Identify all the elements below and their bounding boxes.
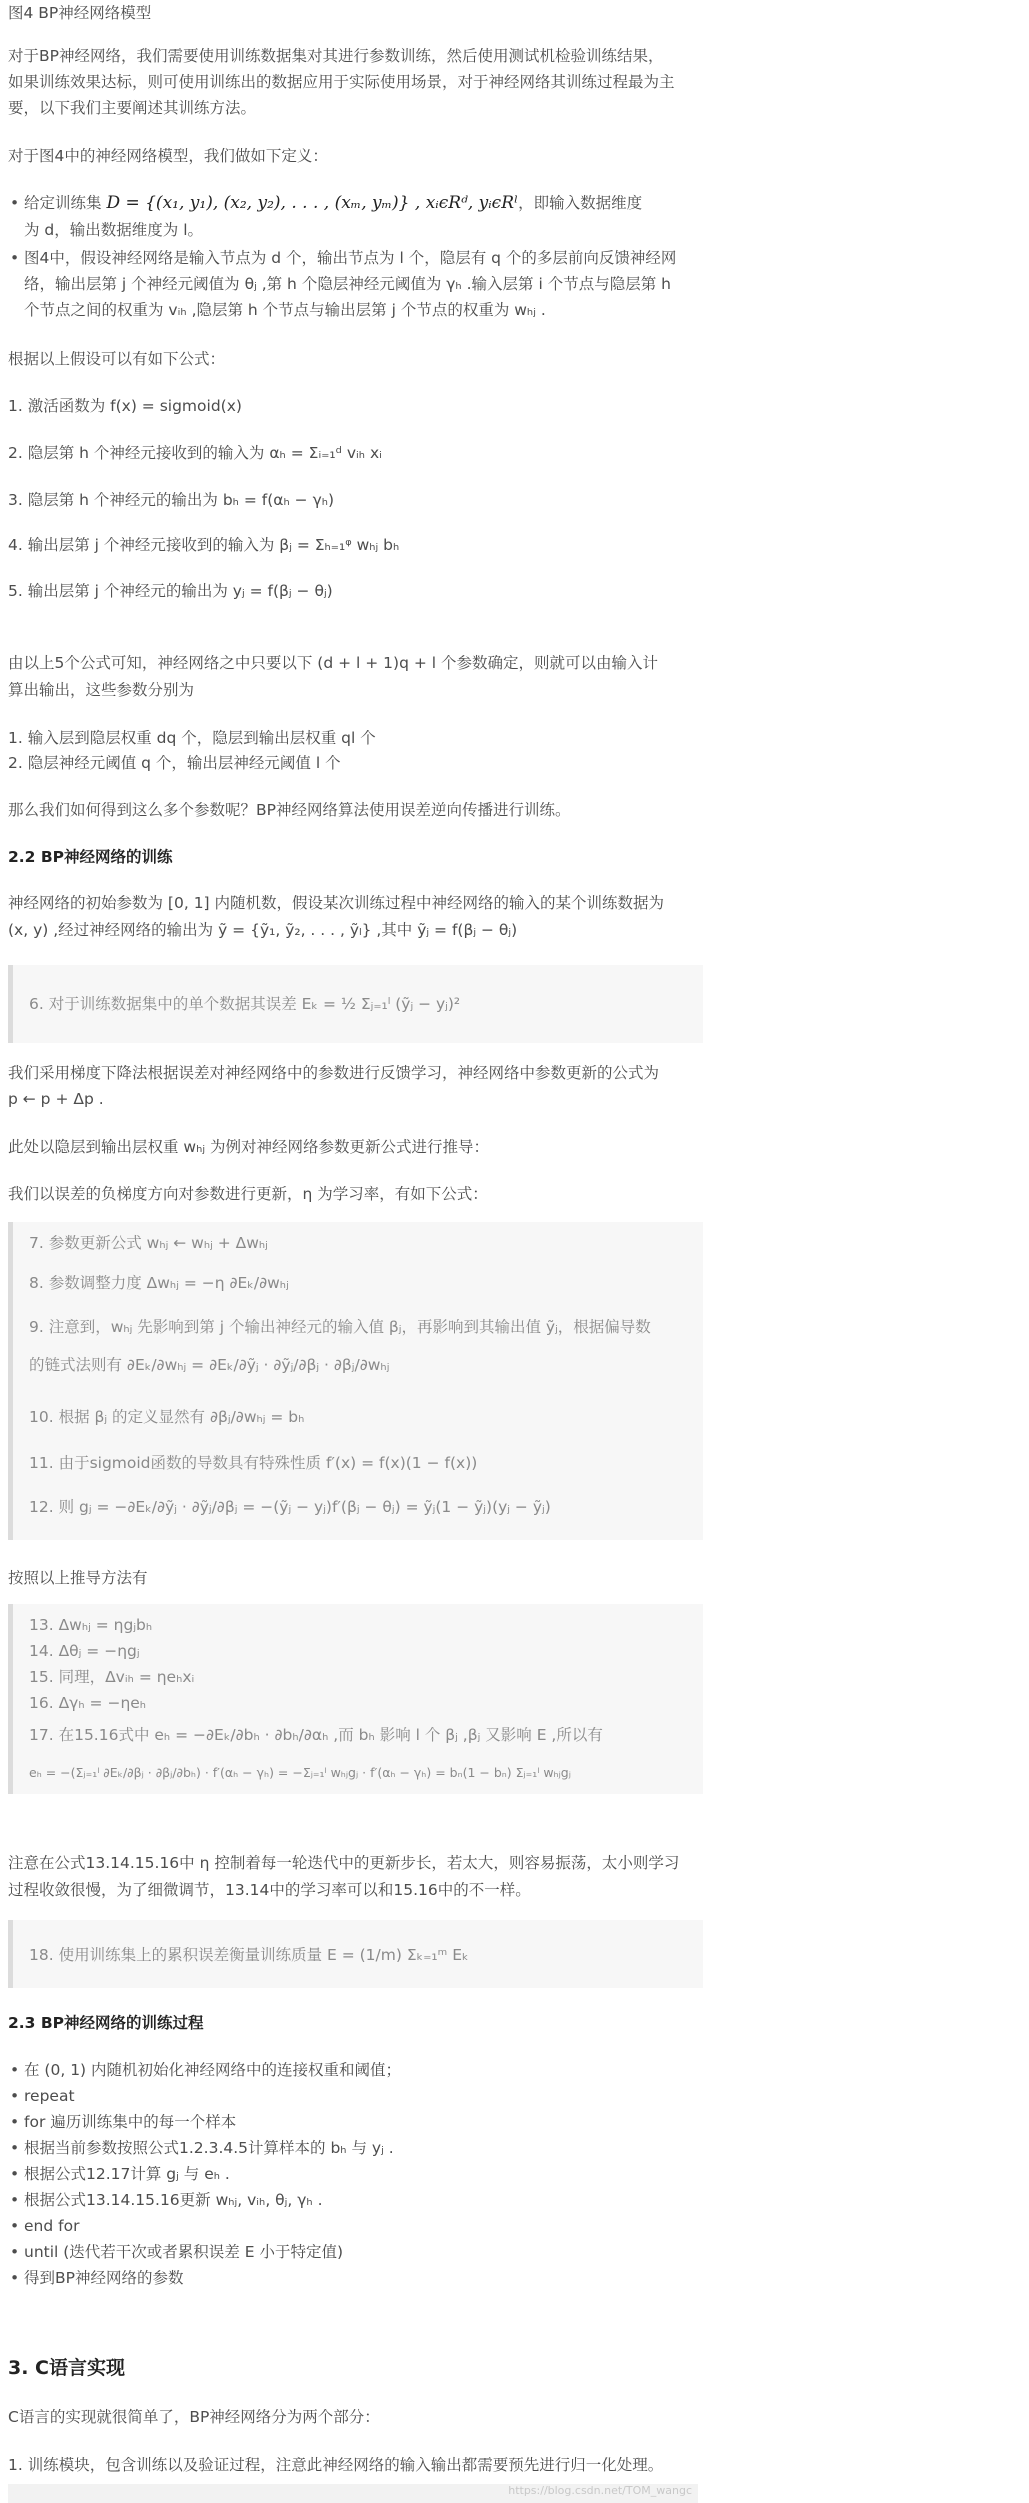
section-heading-2-3: 2.3 BP神经网络的训练过程 (8, 2014, 204, 2032)
equation-17-line-2: eₕ = −(Σⱼ₌₁ˡ ∂Eₖ/∂βⱼ · ∂βⱼ/∂bₕ) · f′(αₕ − γₕ) = −Σⱼ₌₁ˡ wₕⱼgⱼ · f′(αₕ − γₕ) = bₙ(1 − bₙ) Σⱼ₌₁ˡ wₕⱼgⱼ (29, 1765, 571, 1780)
training-line-1: 神经网络的初始参数为 [0, 1] 内随机数，假设某次训练过程中神经网络的输入的某个训练数据为 (8, 894, 665, 912)
params-line-2: 算出输出，这些参数分别为 (8, 681, 195, 699)
definition-item-2: • 图4中，假设神经网络是输入节点为 d 个，输出节点为 l 个，隐层有 q 个的多层前向反馈神经网 (24, 245, 676, 271)
formula-3: 3. 隐层第 h 个神经元的输出为 bₕ = f(αₕ − γₕ) (8, 491, 335, 509)
blockquote-13-17 (8, 1604, 703, 1794)
section-heading-3: 3. C语言实现 (8, 2357, 125, 2379)
equation-9-line-2: 的链式法则有 ∂Eₖ/∂wₕⱼ = ∂Eₖ/∂ỹⱼ · ∂ỹⱼ/∂βⱼ · ∂βⱼ/∂wₕⱼ (29, 1356, 390, 1374)
step-5: • 根据公式12.17计算 gⱼ 与 eₕ . (24, 2161, 230, 2187)
formula-5: 5. 输出层第 j 个神经元的输出为 yⱼ = f(βⱼ − θⱼ) (8, 582, 333, 600)
watermark: https://blog.csdn.net/TOM_wangc (508, 2484, 692, 2497)
gradient-line-2: p ← p + Δp . (8, 1090, 104, 1108)
definition-item-1: • 给定训练集 D = {(x₁, y₁), (x₂, y₂), . . . , (xₘ, yₘ)} , xᵢϵRᵈ, yᵢϵRˡ，即输入数据维度 (24, 190, 642, 216)
equation-17-line-1: 17. 在15.16式中 eₕ = −∂Eₖ/∂bₕ · ∂bₕ/∂αₕ ,而 bₕ 影响 l 个 βⱼ ,βⱼ 又影响 E ,所以有 (29, 1726, 603, 1744)
equation-12: 12. 则 gⱼ = −∂Eₖ/∂ỹⱼ · ∂ỹⱼ/∂βⱼ = −(ỹⱼ − yⱼ)f′(βⱼ − θⱼ) = ỹⱼ(1 − ỹⱼ)(yⱼ − ỹⱼ) (29, 1498, 551, 1516)
follow-text: 按照以上推导方法有 (8, 1569, 148, 1587)
negative-gradient-text: 我们以误差的负梯度方向对参数进行更新，η 为学习率，有如下公式： (8, 1185, 488, 1203)
params-line-1: 由以上5个公式可知，神经网络之中只要以下 (d + l + 1)q + l 个参数确定，则就可以由输入计 (8, 654, 658, 672)
equation-15: 15. 同理，Δvᵢₕ = ηeₕxᵢ (29, 1668, 195, 1686)
equation-11: 11. 由于sigmoid函数的导数具有特殊性质 f′(x) = f(x)(1 − f(x)) (29, 1454, 478, 1472)
definition-item-2-cont2: 个节点之间的权重为 vᵢₕ ,隐层第 h 个节点与输出层第 j 个节点的权重为 wₕⱼ . (24, 301, 546, 319)
formula-4: 4. 输出层第 j 个神经元接收到的输入为 βⱼ = Σₕ₌₁ᵠ wₕⱼ bₕ (8, 536, 400, 554)
note-line-2: 过程收敛很慢，为了细微调节，13.14中的学习率可以和15.16中的不一样。 (8, 1881, 531, 1899)
intro-line-1: 对于BP神经网络，我们需要使用训练数据集对其进行参数训练，然后使用测试机检验训练结果， (8, 47, 664, 65)
figure-caption: 图4 BP神经网络模型 (8, 4, 152, 22)
step-9: • 得到BP神经网络的参数 (24, 2265, 183, 2291)
c-intro: C语言的实现就很简单了，BP神经网络分为两个部分： (8, 2408, 380, 2426)
equation-14: 14. Δθⱼ = −ηgⱼ (29, 1642, 140, 1660)
definition-intro: 对于图4中的神经网络模型，我们做如下定义： (8, 147, 328, 165)
step-3: • for 遍历训练集中的每一个样本 (24, 2109, 236, 2135)
formula-1: 1. 激活函数为 f(x) = sigmoid(x) (8, 397, 242, 415)
step-4: • 根据当前参数按照公式1.2.3.4.5计算样本的 bₕ 与 yⱼ . (24, 2135, 394, 2161)
step-7: • end for (24, 2213, 79, 2239)
training-line-2: (x, y) ,经过神经网络的输出为 ỹ = {ỹ₁, ỹ₂, . . . , ỹₗ} ,其中 ỹⱼ = f(βⱼ − θⱼ) (8, 921, 518, 939)
equation-6: 6. 对于训练数据集中的单个数据其误差 Eₖ = ½ Σⱼ₌₁ˡ (ỹⱼ − yⱼ)² (29, 995, 461, 1013)
intro-line-3: 要，以下我们主要阐述其训练方法。 (8, 99, 257, 117)
equation-8: 8. 参数调整力度 Δwₕⱼ = −η ∂Eₖ/∂wₕⱼ (29, 1274, 289, 1292)
derivation-intro: 此处以隐层到输出层权重 wₕⱼ 为例对神经网络参数更新公式进行推导： (8, 1138, 490, 1156)
blockquote-6 (8, 965, 703, 1043)
definition-item-2-cont: 络，输出层第 j 个神经元阈值为 θⱼ ,第 h 个隐层神经元阈值为 γₕ .输入层第 i 个节点与隐层第 h (24, 275, 671, 293)
param-item-1: 1. 输入层到隐层权重 dq 个，隐层到输出层权重 ql 个 (8, 729, 376, 747)
intro-line-2: 如果训练效果达标，则可使用训练出的数据应用于实际使用场景，对于神经网络其训练过程最为主 (8, 73, 675, 91)
step-2: • repeat (24, 2083, 75, 2109)
equation-10: 10. 根据 βⱼ 的定义显然有 ∂βⱼ/∂wₕⱼ = bₕ (29, 1408, 305, 1426)
step-8: • until (迭代若干次或者累积误差 E 小于特定值) (24, 2239, 343, 2265)
note-line-1: 注意在公式13.14.15.16中 η 控制着每一轮迭代中的更新步长，若太大，则容易振荡，太小则学习 (8, 1854, 680, 1872)
formula-2: 2. 隐层第 h 个神经元接收到的输入为 αₕ = Σᵢ₌₁ᵈ vᵢₕ xᵢ (8, 444, 382, 462)
blockquote-7-12 (8, 1222, 703, 1540)
blockquote-18 (8, 1920, 703, 1988)
gradient-line-1: 我们采用梯度下降法根据误差对神经网络中的参数进行反馈学习，神经网络中参数更新的公式为 (8, 1064, 660, 1082)
formula-intro: 根据以上假设可以有如下公式： (8, 350, 226, 368)
param-item-2: 2. 隐层神经元阈值 q 个，输出层神经元阈值 l 个 (8, 754, 341, 772)
equation-13: 13. Δwₕⱼ = ηgⱼbₕ (29, 1616, 153, 1634)
definition-item-1-cont: 为 d，输出数据维度为 l。 (24, 221, 204, 239)
equation-16: 16. Δγₕ = −ηeₕ (29, 1694, 147, 1712)
step-1: • 在 (0, 1) 内随机初始化神经网络中的连接权重和阈值； (24, 2057, 401, 2083)
step-6: • 根据公式13.14.15.16更新 wₕⱼ, vᵢₕ, θⱼ, γₕ . (24, 2187, 323, 2213)
question-text: 那么我们如何得到这么多个参数呢？BP神经网络算法使用误差逆向传播进行训练。 (8, 801, 571, 819)
equation-9-line-1: 9. 注意到，wₕⱼ 先影响到第 j 个输出神经元的输入值 βⱼ，再影响到其输出值 ỹⱼ，根据偏导数 (29, 1318, 651, 1336)
equation-18: 18. 使用训练集上的累积误差衡量训练质量 E = (1/m) Σₖ₌₁ᵐ Eₖ (29, 1946, 469, 1964)
equation-7: 7. 参数更新公式 wₕⱼ ← wₕⱼ + Δwₕⱼ (29, 1234, 268, 1252)
c-item-1: 1. 训练模块，包含训练以及验证过程，注意此神经网络的输入输出都需要预先进行归一化处理。 (8, 2456, 664, 2474)
section-heading-2-2: 2.2 BP神经网络的训练 (8, 848, 173, 866)
footer-bar (8, 2484, 698, 2503)
